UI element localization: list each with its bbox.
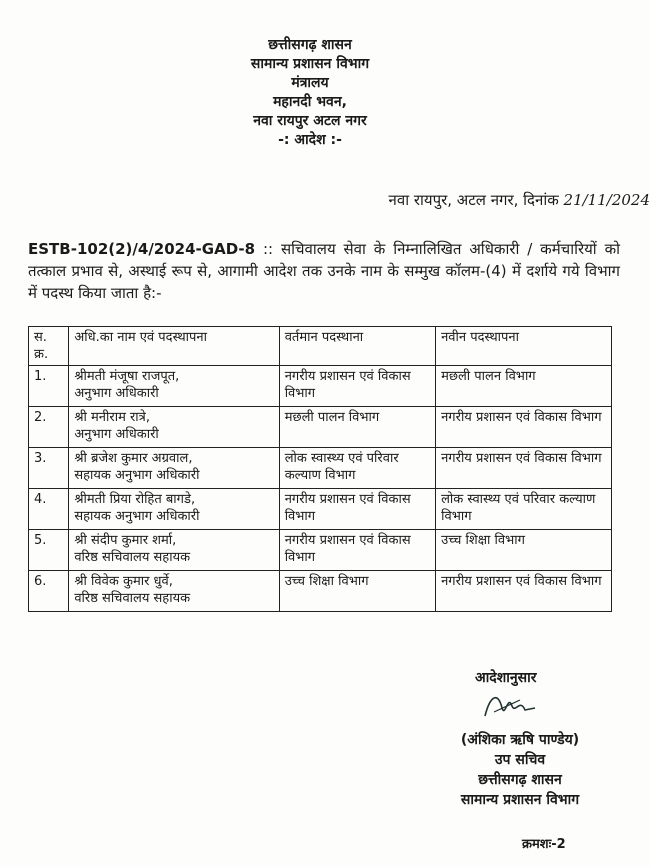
name-cell [69,448,279,489]
order-paragraph [28,238,620,304]
current-posting-current: नगरीय प्रशासन एवं विकास विभाग [284,492,411,524]
name-designation: सहायक अनुभाग अधिकारी [74,468,200,483]
serial-sn: 6. [34,574,47,589]
building-name: महानदी भवन, [273,94,347,110]
current-posting-cell [279,489,435,530]
serial-cell [29,366,69,407]
serial-sn: 1. [34,369,47,384]
dateline-place: नवा रायपुर, अटल नगर, दिनांक [388,191,559,209]
current-posting-cell [279,407,435,448]
name-cell [69,530,279,571]
serial-cell [29,489,69,530]
new-posting-new: लोक स्वास्थ्य एवं परिवार कल्याण विभाग [441,492,596,524]
current-posting-cell [279,571,435,612]
officer-government: छत्तीसगढ़ शासन [478,772,562,788]
order-text: :: सचिवालय सेवा के निम्नालिखित अधिकारी / कर्मचारियों को तत्काल प्रभाव से, अस्थाई रूप से, आगामी आदेश तक उनके नाम के सम्मुख कॉलम-(4) में दर्शाये गये विभाग में पदस्थ किया जाता है:- [28,240,620,302]
current-posting-current: लोक स्वास्थ्य एवं परिवार कल्याण विभाग [284,451,399,483]
new-posting-new: नगरीय प्रशासन एवं विकास विभाग [441,574,602,589]
name-cell [69,489,279,530]
order-by-label: आदेशानुसार [475,670,537,686]
name-cell [69,571,279,612]
officer-department: सामान्य प्रशासन विभाग [460,792,580,808]
signatory-details [420,730,620,810]
handwritten-date: 21/11/2024 [563,191,650,209]
transfer-table [28,326,612,612]
serial-sn: 5. [34,533,47,548]
name-designation: सहायक अनुभाग अधिकारी [74,509,200,524]
continued-marker: क्रमशः-2 [522,837,566,852]
name-designation: अनुभाग अधिकारी [74,427,159,442]
table-row [29,530,612,571]
current-posting-cell [279,448,435,489]
name-designation: वरिष्ठ सचिवालय सहायक [74,591,191,606]
table-header-row [29,327,612,366]
new-posting-cell [436,489,612,530]
government-name: छत्तीसगढ़ शासन [268,37,352,53]
new-posting-new: नगरीय प्रशासन एवं विकास विभाग [441,451,602,466]
serial-cell [29,571,69,612]
header-current: वर्तमान पदस्थाना [279,327,435,366]
serial-sn: 2. [34,410,47,425]
table-row [29,489,612,530]
current-posting-current: नगरीय प्रशासन एवं विकास विभाग [284,533,411,565]
name-name: श्री संदीप कुमार शर्मा, [74,533,177,548]
city-name: नवा रायपुर अटल नगर [253,113,367,129]
letterhead [160,36,460,150]
current-posting-cell [279,366,435,407]
header-new: नवीन पदस्थापना [436,327,612,366]
current-posting-current: नगरीय प्रशासन एवं विकास विभाग [284,369,411,401]
signature-mark [480,686,540,726]
name-name: श्रीमती प्रिया रोहित बागडे, [74,492,196,507]
department-name: सामान्य प्रशासन विभाग [250,56,370,72]
order-heading: -: आदेश :- [278,132,342,148]
officer-name: (अंशिका ऋषि पाण्डेय) [460,732,580,748]
current-posting-current: उच्च शिक्षा विभाग [284,574,369,589]
new-posting-cell [436,448,612,489]
serial-cell [29,407,69,448]
new-posting-cell [436,407,612,448]
name-cell [69,366,279,407]
new-posting-cell [436,571,612,612]
name-cell [69,407,279,448]
new-posting-cell [436,530,612,571]
header-serial: स. क्र. [29,327,69,366]
table-row [29,571,612,612]
officer-designation: उप सचिव [494,752,546,768]
name-name: श्रीमती मंजूषा राजपूत, [74,369,180,384]
table-row [29,448,612,489]
name-name: श्री मनीराम रात्रे, [74,410,150,425]
new-posting-new: नगरीय प्रशासन एवं विकास विभाग [441,410,602,425]
serial-sn: 3. [34,451,47,466]
serial-cell [29,530,69,571]
serial-cell [29,448,69,489]
order-reference: ESTB-102(2)/4/2024-GAD-8 [28,240,256,258]
new-posting-cell [436,366,612,407]
serial-sn: 4. [34,492,47,507]
dateline [389,190,650,210]
name-designation: अनुभाग अधिकारी [74,386,159,401]
table-row [29,366,612,407]
name-designation: वरिष्ठ सचिवालय सहायक [74,550,191,565]
table-row [29,407,612,448]
ministry-name: मंत्रालय [291,75,329,91]
new-posting-new: उच्च शिक्षा विभाग [441,533,525,548]
current-posting-current: मछली पालन विभाग [284,410,380,425]
header-name: अधि.का नाम एवं पदस्थापना [69,327,279,366]
new-posting-new: मछली पालन विभाग [441,369,536,384]
name-name: श्री विवेक कुमार धुर्वे, [74,574,173,589]
current-posting-cell [279,530,435,571]
name-name: श्री ब्रजेश कुमार अग्रवाल, [74,451,193,466]
